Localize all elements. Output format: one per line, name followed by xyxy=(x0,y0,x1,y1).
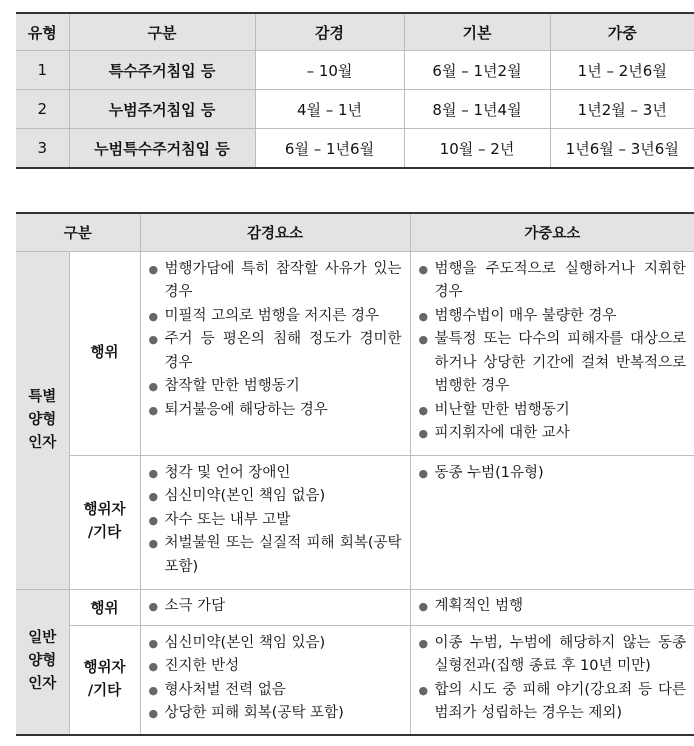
list-item: ● 계획적인 범행 xyxy=(419,595,687,619)
special-actor-mitigating-list xyxy=(140,455,410,589)
mitigated-range: – 10월 xyxy=(255,51,404,90)
list-item: ● 범행을 주도적으로 실행하거나 지휘한 경우 xyxy=(419,258,687,305)
list-item: ● 미필적 고의로 범행을 저지른 경우 xyxy=(149,305,402,329)
mitigated-range: 6월 – 1년6월 xyxy=(255,129,404,169)
table-row xyxy=(16,90,694,129)
crime-category: 누범특수주거침입 등 xyxy=(69,129,255,169)
aggravated-range: 1년2월 – 3년 xyxy=(550,90,694,129)
header-category: 구분 xyxy=(69,13,255,51)
list-item: ● 형사처벌 전력 없음 xyxy=(149,679,402,703)
special-act-aggravating-list xyxy=(410,251,694,455)
header-mitigated: 감경 xyxy=(255,13,404,51)
act-label: 행위 xyxy=(69,251,140,455)
list-item: ● 불특정 또는 다수의 피해자를 대상으로 하거나 상당한 기간에 걸쳐 반복적으로 범행한 경우 xyxy=(419,328,687,399)
list-item: ● 진지한 반성 xyxy=(149,655,402,679)
act-label: 행위 xyxy=(69,589,140,625)
table-row-general-actor xyxy=(16,625,694,735)
actor-label: 행위자 /기타 xyxy=(69,625,140,735)
table-row-special-act xyxy=(16,251,694,455)
general-act-aggravating-list xyxy=(410,589,694,625)
sentencing-range-table xyxy=(16,12,694,169)
header-base: 기본 xyxy=(404,13,550,51)
table-row xyxy=(16,129,694,169)
table-row xyxy=(16,51,694,90)
aggravated-range: 1년 – 2년6월 xyxy=(550,51,694,90)
list-item: ● 소극 가담 xyxy=(149,595,402,619)
list-item: ● 이종 누범, 누범에 해당하지 않는 동종 실형전과(집행 종료 후 10년 미만) xyxy=(419,632,687,679)
list-item: ● 범행가담에 특히 참작할 사유가 있는 경우 xyxy=(149,258,402,305)
table-header-row xyxy=(16,213,694,251)
list-item: ● 심신미약(본인 책임 있음) xyxy=(149,632,402,656)
table-row-general-act xyxy=(16,589,694,625)
aggravated-range: 1년6월 – 3년6월 xyxy=(550,129,694,169)
actor-label: 행위자 /기타 xyxy=(69,455,140,589)
table-row-special-actor xyxy=(16,455,694,589)
general-actor-aggravating-list xyxy=(410,625,694,735)
general-factor-label: 일반 양형 인자 xyxy=(16,589,69,735)
list-item: ● 피지휘자에 대한 교사 xyxy=(419,422,687,446)
crime-category: 특수주거침입 등 xyxy=(69,51,255,90)
list-item: ● 범행수법이 매우 불량한 경우 xyxy=(419,305,687,329)
list-item: ● 참작할 만한 범행동기 xyxy=(149,375,402,399)
base-range: 6월 – 1년2월 xyxy=(404,51,550,90)
list-item: ● 주거 등 평온의 침해 정도가 경미한 경우 xyxy=(149,328,402,375)
general-actor-mitigating-list xyxy=(140,625,410,735)
list-item: ● 심신미약(본인 책임 없음) xyxy=(149,485,402,509)
list-item: ● 퇴거불응에 해당하는 경우 xyxy=(149,399,402,423)
header-aggravating: 가중요소 xyxy=(410,213,694,251)
list-item: ● 합의 시도 중 피해 야기(강요죄 등 다른 범죄가 성립하는 경우는 제외) xyxy=(419,679,687,726)
header-type: 유형 xyxy=(16,13,69,51)
list-item: ● 처벌불원 또는 실질적 피해 회복(공탁 포함) xyxy=(149,532,402,579)
list-item: ● 상당한 피해 회복(공탁 포함) xyxy=(149,702,402,726)
base-range: 10월 – 2년 xyxy=(404,129,550,169)
sentencing-factors-table xyxy=(16,212,694,736)
type-number: 1 xyxy=(16,51,69,90)
crime-category: 누범주거침입 등 xyxy=(69,90,255,129)
special-actor-aggravating-list xyxy=(410,455,694,589)
table-header-row xyxy=(16,13,694,51)
type-number: 3 xyxy=(16,129,69,169)
list-item: ● 비난할 만한 범행동기 xyxy=(419,399,687,423)
mitigated-range: 4월 – 1년 xyxy=(255,90,404,129)
header-mitigating: 감경요소 xyxy=(140,213,410,251)
special-act-mitigating-list xyxy=(140,251,410,455)
special-factor-label: 특별 양형 인자 xyxy=(16,251,69,589)
general-act-mitigating-list xyxy=(140,589,410,625)
base-range: 8월 – 1년4월 xyxy=(404,90,550,129)
list-item: ● 동종 누범(1유형) xyxy=(419,462,687,486)
header-category: 구분 xyxy=(16,213,140,251)
type-number: 2 xyxy=(16,90,69,129)
list-item: ● 청각 및 언어 장애인 xyxy=(149,462,402,486)
list-item: ● 자수 또는 내부 고발 xyxy=(149,509,402,533)
header-aggravated: 가중 xyxy=(550,13,694,51)
